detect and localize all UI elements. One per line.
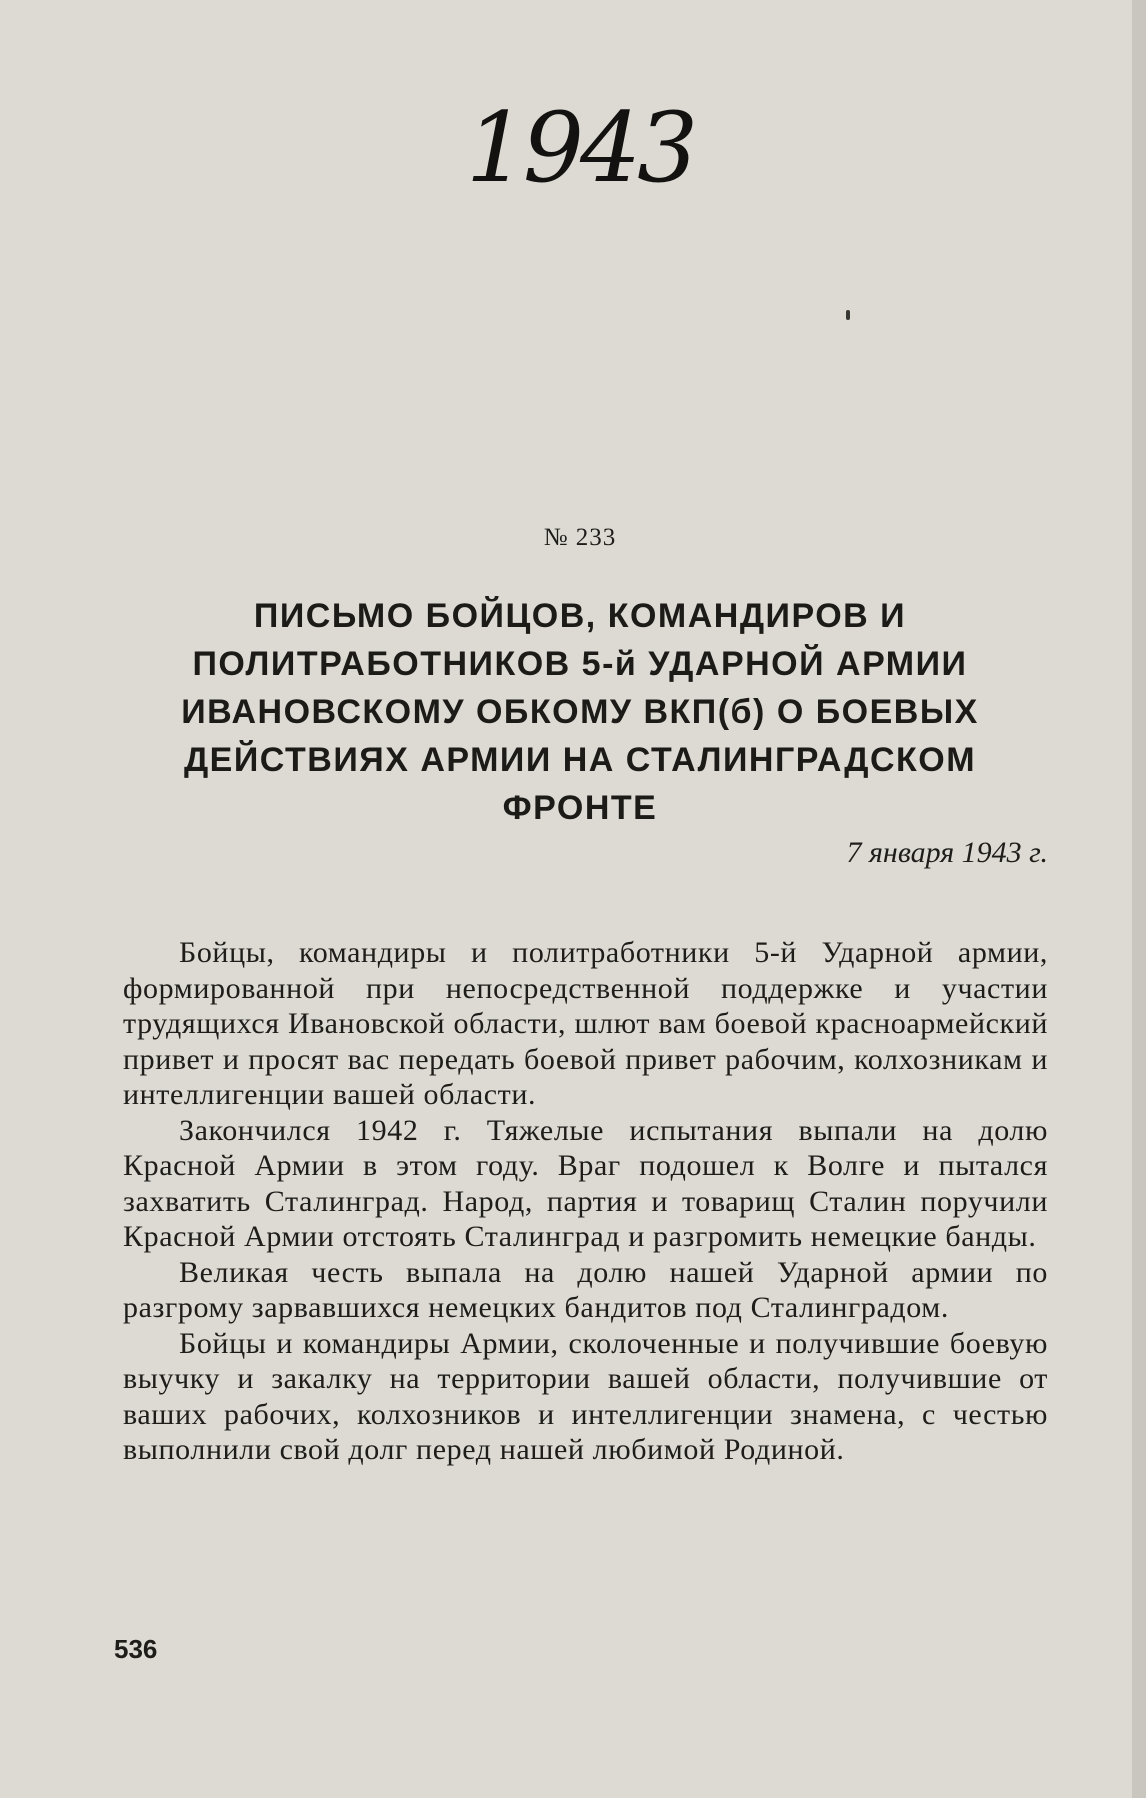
paragraph: Закончился 1942 г. Тяжелые испытания выпали на долю Красной Армии в этом году. Враг подошел к Волге и пытался захватить Сталинград. Народ, партия и товарищ Сталин поручили Красной Армии отстоять Сталинград и разгромить немецкие банды. bbox=[123, 1113, 1048, 1253]
paragraph: Бойцы и командиры Армии, сколоченные и получившие боевую выучку и закалку на территории вашей области, получившие от ваших рабочих, колхозников и интеллигенции знамена, с честью выполнили свой долг перед нашей любимой Родиной. bbox=[123, 1326, 1048, 1466]
page-edge bbox=[1132, 0, 1146, 1798]
paragraph: Бойцы, командиры и политработники 5-й Ударной армии, формированной при непосредственной поддержке и участии трудящихся Ивановской области, шлют вам боевой красноармейский привет и просят вас передать боевой привет рабочим, колхозникам и интеллигенции вашей области. bbox=[123, 936, 1048, 1111]
paragraph: Великая честь выпала на долю нашей Ударной армии по разгрому зарвавшихся немецких бандитов под Сталинградом. bbox=[123, 1255, 1048, 1324]
page-number: 536 bbox=[114, 1634, 158, 1664]
document-date: 7 января 1943 г. bbox=[846, 836, 1048, 869]
year-heading: 1943 bbox=[465, 92, 695, 204]
document-title: ПИСЬМО БОЙЦОВ, КОМАНДИРОВ И ПОЛИТРАБОТНИКОВ 5-й УДАРНОЙ АРМИИ ИВАНОВСКОМУ ОБКОМУ ВКП(б) О БОЕВЫХ ДЕЙСТВИЯХ АРМИИ НА СТАЛИНГРАДСКОМ ФРОНТЕ bbox=[181, 597, 979, 827]
ink-speck bbox=[846, 310, 850, 320]
document-number: № 233 bbox=[543, 524, 617, 551]
letter-body bbox=[123, 935, 1048, 1468]
